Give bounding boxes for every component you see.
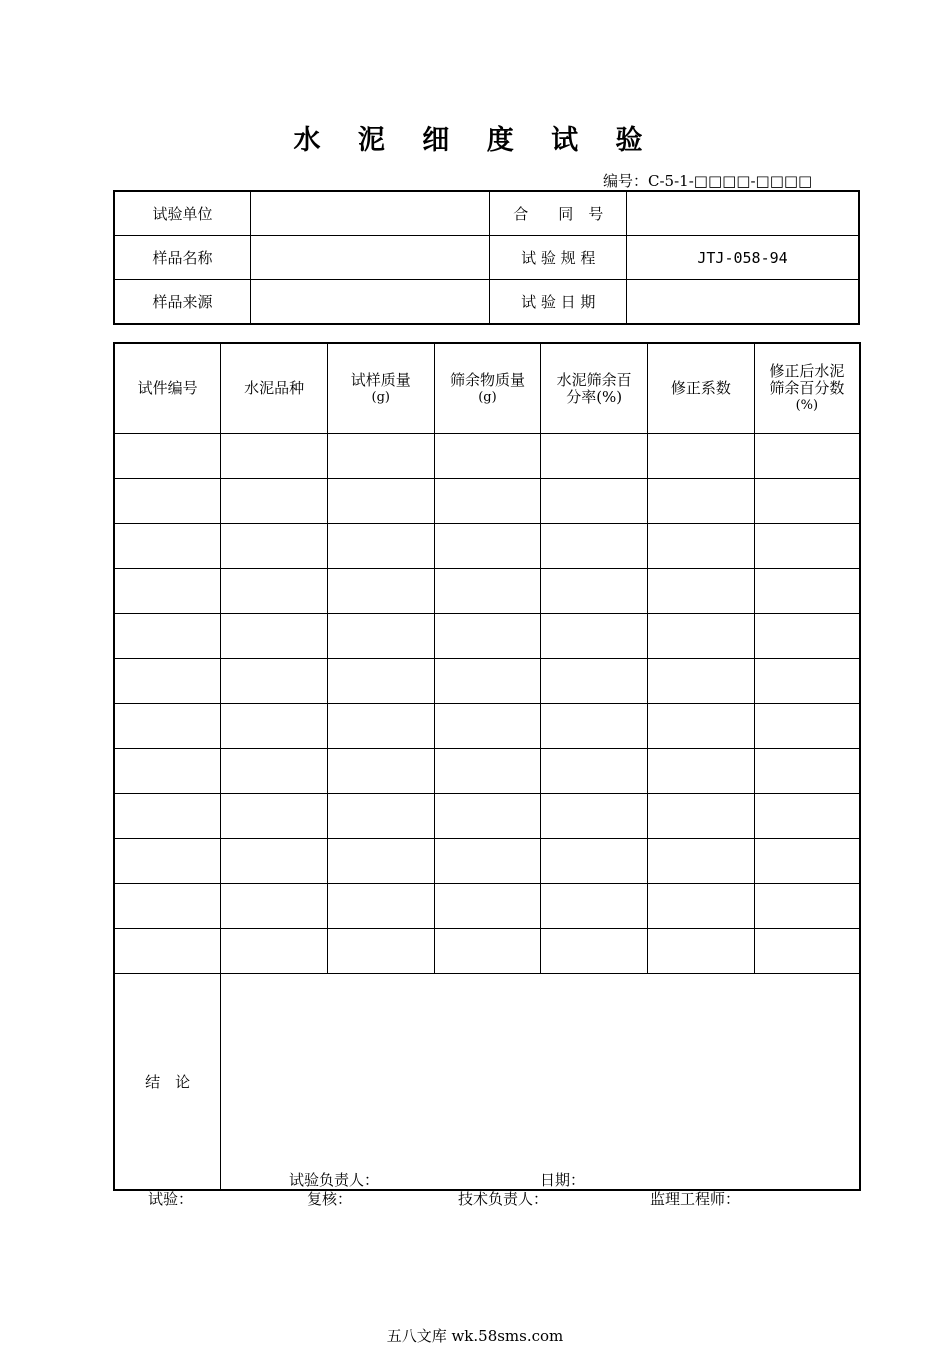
label-test-standard: 试 验 规 程 [490, 236, 627, 280]
results-body [114, 434, 860, 974]
value-test-standard[interactable]: JTJ-058-94 [627, 236, 859, 280]
column-header: 修正后水泥 筛余百分数 (%) [754, 343, 860, 434]
table-row [114, 929, 860, 974]
table-cell[interactable] [541, 659, 648, 704]
table-cell[interactable] [327, 929, 434, 974]
label-contract-no: 合 同 号 [490, 191, 627, 236]
table-cell[interactable] [114, 479, 221, 524]
table-cell[interactable] [434, 524, 541, 569]
table-cell[interactable] [327, 794, 434, 839]
table-row [114, 614, 860, 659]
table-cell[interactable] [754, 839, 860, 884]
table-cell[interactable] [434, 479, 541, 524]
table-row [114, 569, 860, 614]
footer-tech-lead: 技术负责人： [458, 1190, 549, 1208]
table-cell[interactable] [327, 704, 434, 749]
table-cell[interactable] [754, 569, 860, 614]
table-row [114, 659, 860, 704]
column-header: 试件编号 [114, 343, 221, 434]
table-cell[interactable] [221, 434, 328, 479]
conclusion-label: 结 论 [114, 974, 221, 1191]
table-cell[interactable] [221, 524, 328, 569]
label-sample-source: 样品来源 [114, 280, 251, 325]
watermark: 五八文库 wk.58sms.com [386, 1327, 564, 1345]
table-cell[interactable] [754, 749, 860, 794]
table-cell[interactable] [327, 479, 434, 524]
table-cell[interactable] [541, 704, 648, 749]
table-cell[interactable] [541, 524, 648, 569]
value-sample-source[interactable] [251, 280, 490, 325]
table-row [114, 479, 860, 524]
column-header: 水泥筛余百 分率(%) [541, 343, 648, 434]
table-cell[interactable] [754, 794, 860, 839]
table-cell[interactable] [434, 614, 541, 659]
label-test-date: 试 验 日 期 [490, 280, 627, 325]
value-test-unit[interactable] [251, 191, 490, 236]
label-sample-name: 样品名称 [114, 236, 251, 280]
conclusion-row [114, 974, 860, 1191]
table-cell[interactable] [327, 434, 434, 479]
table-cell[interactable] [221, 704, 328, 749]
table-cell[interactable] [114, 524, 221, 569]
results-table [113, 342, 861, 1191]
table-cell[interactable] [114, 929, 221, 974]
table-cell[interactable] [754, 884, 860, 929]
footer-reviewer: 复核： [307, 1190, 353, 1208]
table-cell[interactable] [648, 524, 755, 569]
table-cell[interactable] [114, 659, 221, 704]
table-cell[interactable] [327, 749, 434, 794]
table-cell[interactable] [221, 884, 328, 929]
info-table [113, 190, 860, 325]
table-cell[interactable] [221, 659, 328, 704]
table-cell[interactable] [327, 614, 434, 659]
table-cell[interactable] [221, 929, 328, 974]
table-cell[interactable] [114, 749, 221, 794]
table-cell[interactable] [221, 749, 328, 794]
column-header: 筛余物质量 (g) [434, 343, 541, 434]
column-header: 水泥品种 [221, 343, 328, 434]
table-cell[interactable] [434, 884, 541, 929]
table-row [114, 884, 860, 929]
table-cell[interactable] [221, 614, 328, 659]
table-cell[interactable] [648, 569, 755, 614]
table-cell[interactable] [754, 524, 860, 569]
table-cell[interactable] [648, 884, 755, 929]
info-row-source [114, 280, 859, 325]
table-cell[interactable] [114, 884, 221, 929]
table-cell[interactable] [754, 479, 860, 524]
table-cell[interactable] [648, 479, 755, 524]
label-test-unit: 试验单位 [114, 191, 251, 236]
table-cell[interactable] [327, 839, 434, 884]
value-sample-name[interactable] [251, 236, 490, 280]
table-cell[interactable] [327, 659, 434, 704]
table-cell[interactable] [114, 794, 221, 839]
table-cell[interactable] [541, 884, 648, 929]
table-cell[interactable] [114, 614, 221, 659]
signature-date-label: 日期： [540, 1171, 586, 1189]
table-cell[interactable] [648, 929, 755, 974]
value-contract-no[interactable] [627, 191, 859, 236]
table-cell[interactable] [434, 704, 541, 749]
table-cell[interactable] [434, 929, 541, 974]
table-cell[interactable] [541, 569, 648, 614]
info-row-sample [114, 236, 859, 280]
table-cell[interactable] [754, 929, 860, 974]
table-cell[interactable] [221, 569, 328, 614]
table-cell[interactable] [754, 434, 860, 479]
table-cell[interactable] [541, 434, 648, 479]
table-cell[interactable] [434, 749, 541, 794]
table-row [114, 794, 860, 839]
table-row [114, 524, 860, 569]
document-code: 编号：C-5-1-□□□□-□□□□ [603, 172, 813, 190]
table-cell[interactable] [434, 794, 541, 839]
table-row [114, 749, 860, 794]
table-cell[interactable] [541, 839, 648, 884]
table-cell[interactable] [541, 749, 648, 794]
table-cell[interactable] [541, 614, 648, 659]
table-cell[interactable] [754, 614, 860, 659]
table-cell[interactable] [434, 839, 541, 884]
responsible-person-label: 试验负责人： [289, 1171, 380, 1189]
table-cell[interactable] [114, 839, 221, 884]
table-cell[interactable] [327, 524, 434, 569]
column-header: 修正系数 [648, 343, 755, 434]
table-cell[interactable] [648, 794, 755, 839]
table-cell[interactable] [648, 839, 755, 884]
document-title: 水 泥 细 度 试 验 [293, 125, 657, 156]
table-cell[interactable] [541, 929, 648, 974]
table-cell[interactable] [221, 794, 328, 839]
table-cell[interactable] [114, 434, 221, 479]
table-cell[interactable] [221, 839, 328, 884]
value-test-date[interactable] [627, 280, 859, 325]
table-cell[interactable] [648, 704, 755, 749]
table-row [114, 839, 860, 884]
table-cell[interactable] [541, 479, 648, 524]
info-row-unit [114, 191, 859, 236]
table-cell[interactable] [648, 659, 755, 704]
table-cell[interactable] [648, 434, 755, 479]
table-cell[interactable] [754, 704, 860, 749]
table-cell[interactable] [434, 434, 541, 479]
table-cell[interactable] [648, 749, 755, 794]
table-cell[interactable] [434, 659, 541, 704]
table-cell[interactable] [114, 704, 221, 749]
table-cell[interactable] [221, 479, 328, 524]
table-cell[interactable] [648, 614, 755, 659]
table-cell[interactable] [434, 569, 541, 614]
table-cell[interactable] [114, 569, 221, 614]
column-header: 试样质量 (g) [327, 343, 434, 434]
results-header-row [114, 343, 860, 434]
table-cell[interactable] [327, 569, 434, 614]
table-row [114, 704, 860, 749]
table-cell[interactable] [754, 659, 860, 704]
footer-tester: 试验： [148, 1190, 194, 1208]
table-row [114, 434, 860, 479]
table-cell[interactable] [327, 884, 434, 929]
conclusion-field[interactable] [221, 974, 860, 1191]
footer-supervisor: 监理工程师： [650, 1190, 741, 1208]
table-cell[interactable] [541, 794, 648, 839]
